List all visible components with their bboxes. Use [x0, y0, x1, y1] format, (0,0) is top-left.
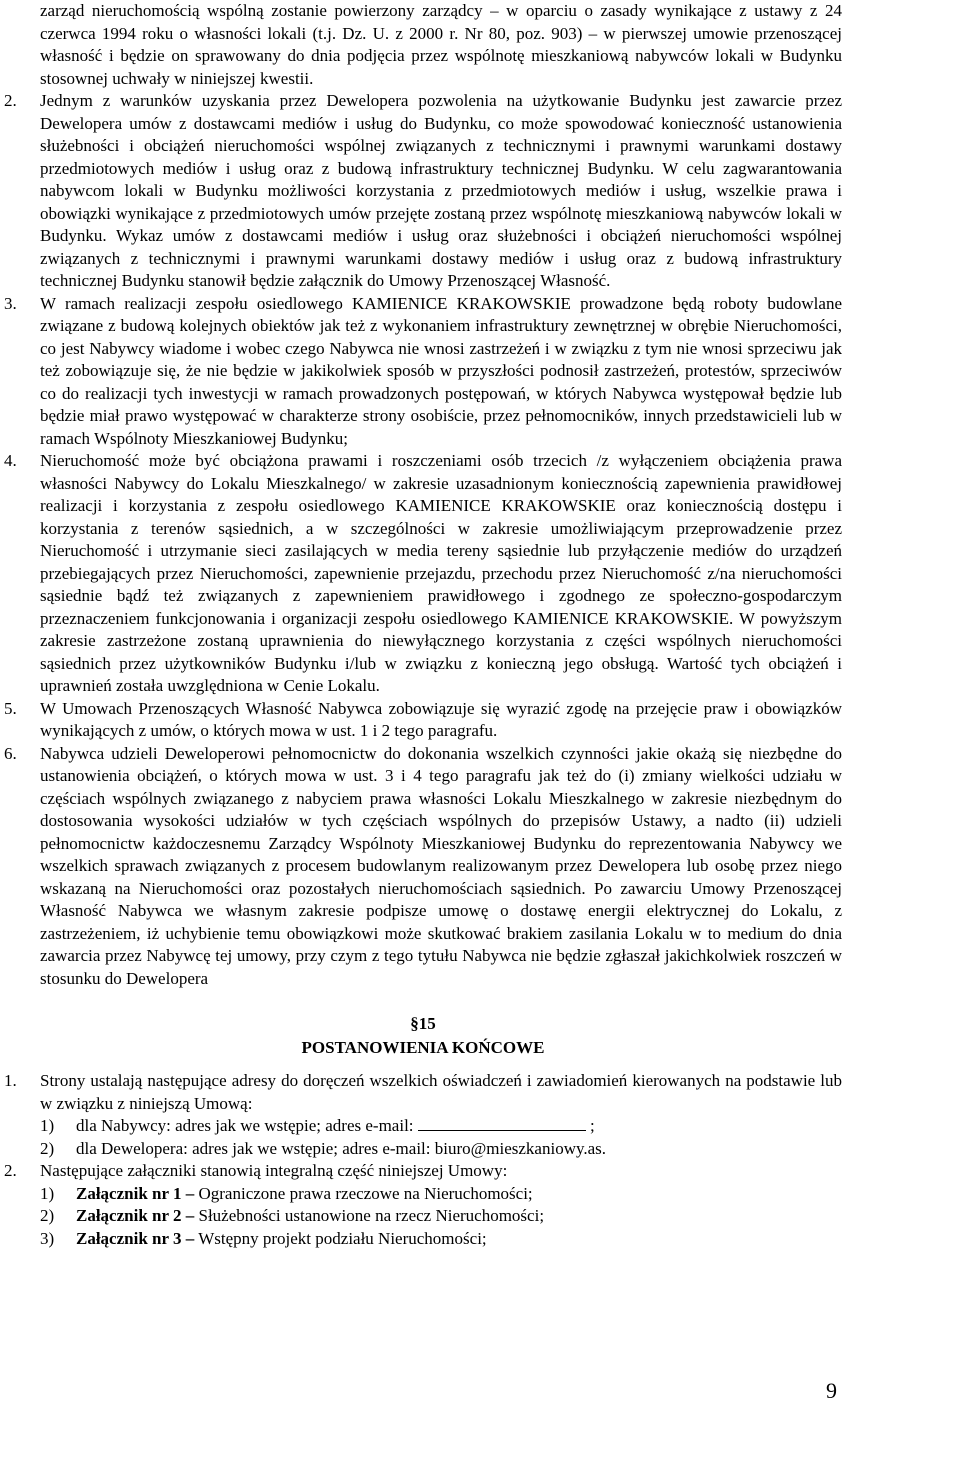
- item-text: Jednym z warunków uzyskania przez Dewelopera pozwolenia na użytkowanie Budynku jest zawarcie przez Dewelopera umów z dostawcami mediów i usług do Budynku, co może spowodować konieczność ustanowienia służebności i obciążeń nieruchomości wspólnej związanych z technicznymi i prawnymi warunkami dostawy przedmiotowych mediów i usług oraz z budową infrastruktury technicznej Budynku. W celu zagwarantowania nabywcom lokali w Budynku możliwości korzystania z przedmiotowych mediów i usług, wszelkie prawa i obowiązki wynikające z przedmiotowych umów przejęte zostaną przez wspólnotę mieszkaniową nabywców lokali w Budynku. Wykaz umów z dostawcami mediów i usług oraz służebności i obciążeń nieruchomości wspólnej związanych z technicznymi i prawnymi warunkami dostawy mediów i usług oraz z budową infrastruktury technicznej Budynku stanowił będzie załącznik do Umowy Przenoszącej Własność.: [40, 91, 842, 290]
- item-number: 1.: [4, 1071, 17, 1090]
- item-content: [40, 1070, 842, 1160]
- final-item-attachments: [4, 1160, 842, 1250]
- item-text: W Umowach Przenoszących Własność Nabywca zobowiązuje się wyrazić zgodę na przejęcie praw i obowiązków wynikających z umów, o których mowa w ust. 1 i 2 tego paragrafu.: [40, 698, 842, 740]
- attachment-number: 1): [40, 1183, 55, 1203]
- attachment-content: [76, 1205, 544, 1228]
- item-text: Strony ustalają następujące adresy do doręczeń wszelkich oświadczeń i zawiadomień kierowanych na podstawie lub w związku z niniejszą Umową:: [40, 1071, 842, 1113]
- sub-item: [40, 1138, 842, 1161]
- list-item: [4, 90, 842, 293]
- sub-item-text: dla Dewelopera: adres jak we wstępie; adres e-mail: biuro@mieszkaniowy.as.: [76, 1138, 607, 1158]
- final-item-addresses: [4, 1070, 842, 1160]
- attachment-text: Służebności ustanowione na rzecz Nieruchomości;: [198, 1206, 545, 1225]
- item-text: Nieruchomość może być obciążona prawami i roszczeniami osób trzecich /z wyłączeniem obciążenia prawa własności Nabywcy do Lokalu Mieszkalnego/ w zakresie uzasadnionym koniecznością zapewnienia prawidłowej realizacji i korzystania z zespołu osiedlowego KAMIENICE KRAKOWSKIE oraz koniecznością dostępu i korzystania z terenów sąsiednich, a w szczególności w zakresie umożliwiającym przeprowadzenie przez Nieruchomość i utrzymanie sieci zasilających w media tereny sąsiednie lub przyłączenie mediów do urządzeń przebiegających przez Nieruchomości, zapewnienie przejazdu, przechodu przez Nieruchomość z/na nieruchomości sąsiednie bądź też związanych z zapewnieniem prawidłowego i zgodnego ze społeczno-gospodarczym przeznaczeniem funkcjonowania i organizacji zespołu osiedlowego KAMIENICE KRAKOWSKIE. W powyższym zakresie zastrzeżone zostaną uprawnienia do niewyłącznego korzystania z części wspólnych nieruchomości sąsiednich przez użytkowników Budynku i/lub w związku z konieczną jego obsługą. Wartość tych obciążeń i uprawnień została uwzględniona w Cenie Lokalu.: [40, 451, 842, 695]
- section-title: POSTANOWIENIA KOŃCOWE: [301, 1038, 545, 1057]
- section-heading: [4, 1012, 842, 1060]
- attachment-item: [40, 1183, 842, 1206]
- item-number: 2.: [4, 1161, 17, 1180]
- attachment-content: [76, 1183, 533, 1206]
- item-text: W ramach realizacji zespołu osiedlowego KAMIENICE KRAKOWSKIE prowadzone będą roboty budowlane związane z budową kolejnych obiektów jak też z wykonaniem infrastruktury zewnętrznej w obrębie Nieruchomości, co jest Nabywcy wiadome i wobec czego Nabywca nie wnosi zastrzeżeń i w związku z tym nie wnosi sprzeciwu jak też zobowiązuje się, że nie będzie w jakikolwiek sposób w przyszłości podnosił zastrzeżeń, protestów, sprzeciwów co do realizacji tych inwestycji w ramach prowadzonych postępowań, w których Nabywca występował będzie lub będzie miał prawo występować w charakterze strony osobiście, przez pełnomocników, innych przedstawicieli lub w ramach Wspólnoty Mieszkaniowej Budynku;: [40, 293, 842, 448]
- item-number: 4.: [4, 451, 17, 470]
- attachment-item: [40, 1205, 842, 1228]
- attachment-content: [76, 1228, 487, 1251]
- item-number: 5.: [4, 698, 17, 718]
- item-text: Nabywca udzieli Deweloperowi pełnomocnictw do dokonania wszelkich czynności jakie okażą się niezbędne do ustanowienia obciążeń, o których mowa w ust. 3 i 4 tego paragrafu jak też do (i) zmiany wielkości udziału w częściach wspólnych związanego z nabyciem prawa własności Lokalu Mieszkalnego w zakresie niezbędnym do dostosowania wysokości udziałów w tych częściach wspólnych do przepisów Ustawy, a nadto (ii) udzieli pełnomocnictw każdoczesnemu Zarządcy Wspólnoty Mieszkaniowej Budynku do reprezentowania Nabywcy we wszelkich sprawach związanych z procesem budowlanym realizowanym przez Dewelopera lub osobę przez niego wskazaną na Nieruchomości oraz pozostałych nieruchomościach sąsiednich. Po zawarciu Umowy Przenoszącej Własność Nabywca we własnym zakresie podpisze umowę o dostawę energii elektrycznej do Lokalu, z zastrzeżeniem, iż uchybienie temu obowiązkowi może skutkować brakiem zasilania Lokalu w to medium do dnia zawarcia przez Nabywcę tej umowy, przy czym z tego tytułu Nabywca nie będzie zgłaszał jakichkolwiek roszczeń w stosunku do Dewelopera: [40, 743, 842, 988]
- attachment-label: Załącznik nr 3 –: [76, 1228, 195, 1248]
- attachment-number: 2): [40, 1206, 55, 1225]
- sub-item: [40, 1115, 842, 1138]
- item-number: 3.: [4, 293, 17, 313]
- item-number: 6.: [4, 743, 17, 763]
- list-item: [4, 293, 842, 451]
- item-text: Następujące załączniki stanowią integralną część niniejszej Umowy:: [40, 1161, 508, 1180]
- item-content: [40, 1160, 842, 1250]
- sub-item-number: 2): [40, 1138, 55, 1158]
- list-item: [4, 698, 842, 743]
- attachment-item: [40, 1228, 842, 1251]
- item-number: 2.: [4, 91, 17, 110]
- attachment-label: Załącznik nr 2 –: [76, 1206, 195, 1225]
- attachment-text: Ograniczone prawa rzeczowe na Nieruchomości;: [198, 1183, 533, 1203]
- continued-paragraph: zarząd nieruchomością wspólną zostanie powierzony zarządcy – w oparciu o zasady wynikające z ustawy z 24 czerwca 1994 roku o własności lokali (t.j. Dz. U. z 2000 r. Nr 80, poz. 903) – w pierwszej umowie przenoszącej własność i będzie on sprawowany do dnia podjęcia przez wspólnotę mieszkaniową nabywców lokali w Budynku stosownej uchwały w niniejszej kwestii.: [40, 1, 842, 88]
- sub-item-end: ;: [590, 1116, 595, 1135]
- sub-item-number: 1): [40, 1116, 55, 1135]
- section-number: §15: [410, 1014, 436, 1033]
- list-item: [4, 450, 842, 698]
- sub-item-text: dla Nabywcy: adres jak we wstępie; adres e-mail:: [76, 1116, 414, 1135]
- attachment-text: Wstępny projekt podziału Nieruchomości;: [198, 1228, 487, 1248]
- attachment-label: Załącznik nr 1 –: [76, 1183, 195, 1203]
- document-body: [4, 0, 842, 1250]
- page-number: 9: [826, 1378, 837, 1403]
- sub-item-content: [76, 1115, 595, 1138]
- attachment-number: 3): [40, 1228, 55, 1248]
- list-item: [4, 743, 842, 991]
- email-blank-line: [418, 1115, 586, 1131]
